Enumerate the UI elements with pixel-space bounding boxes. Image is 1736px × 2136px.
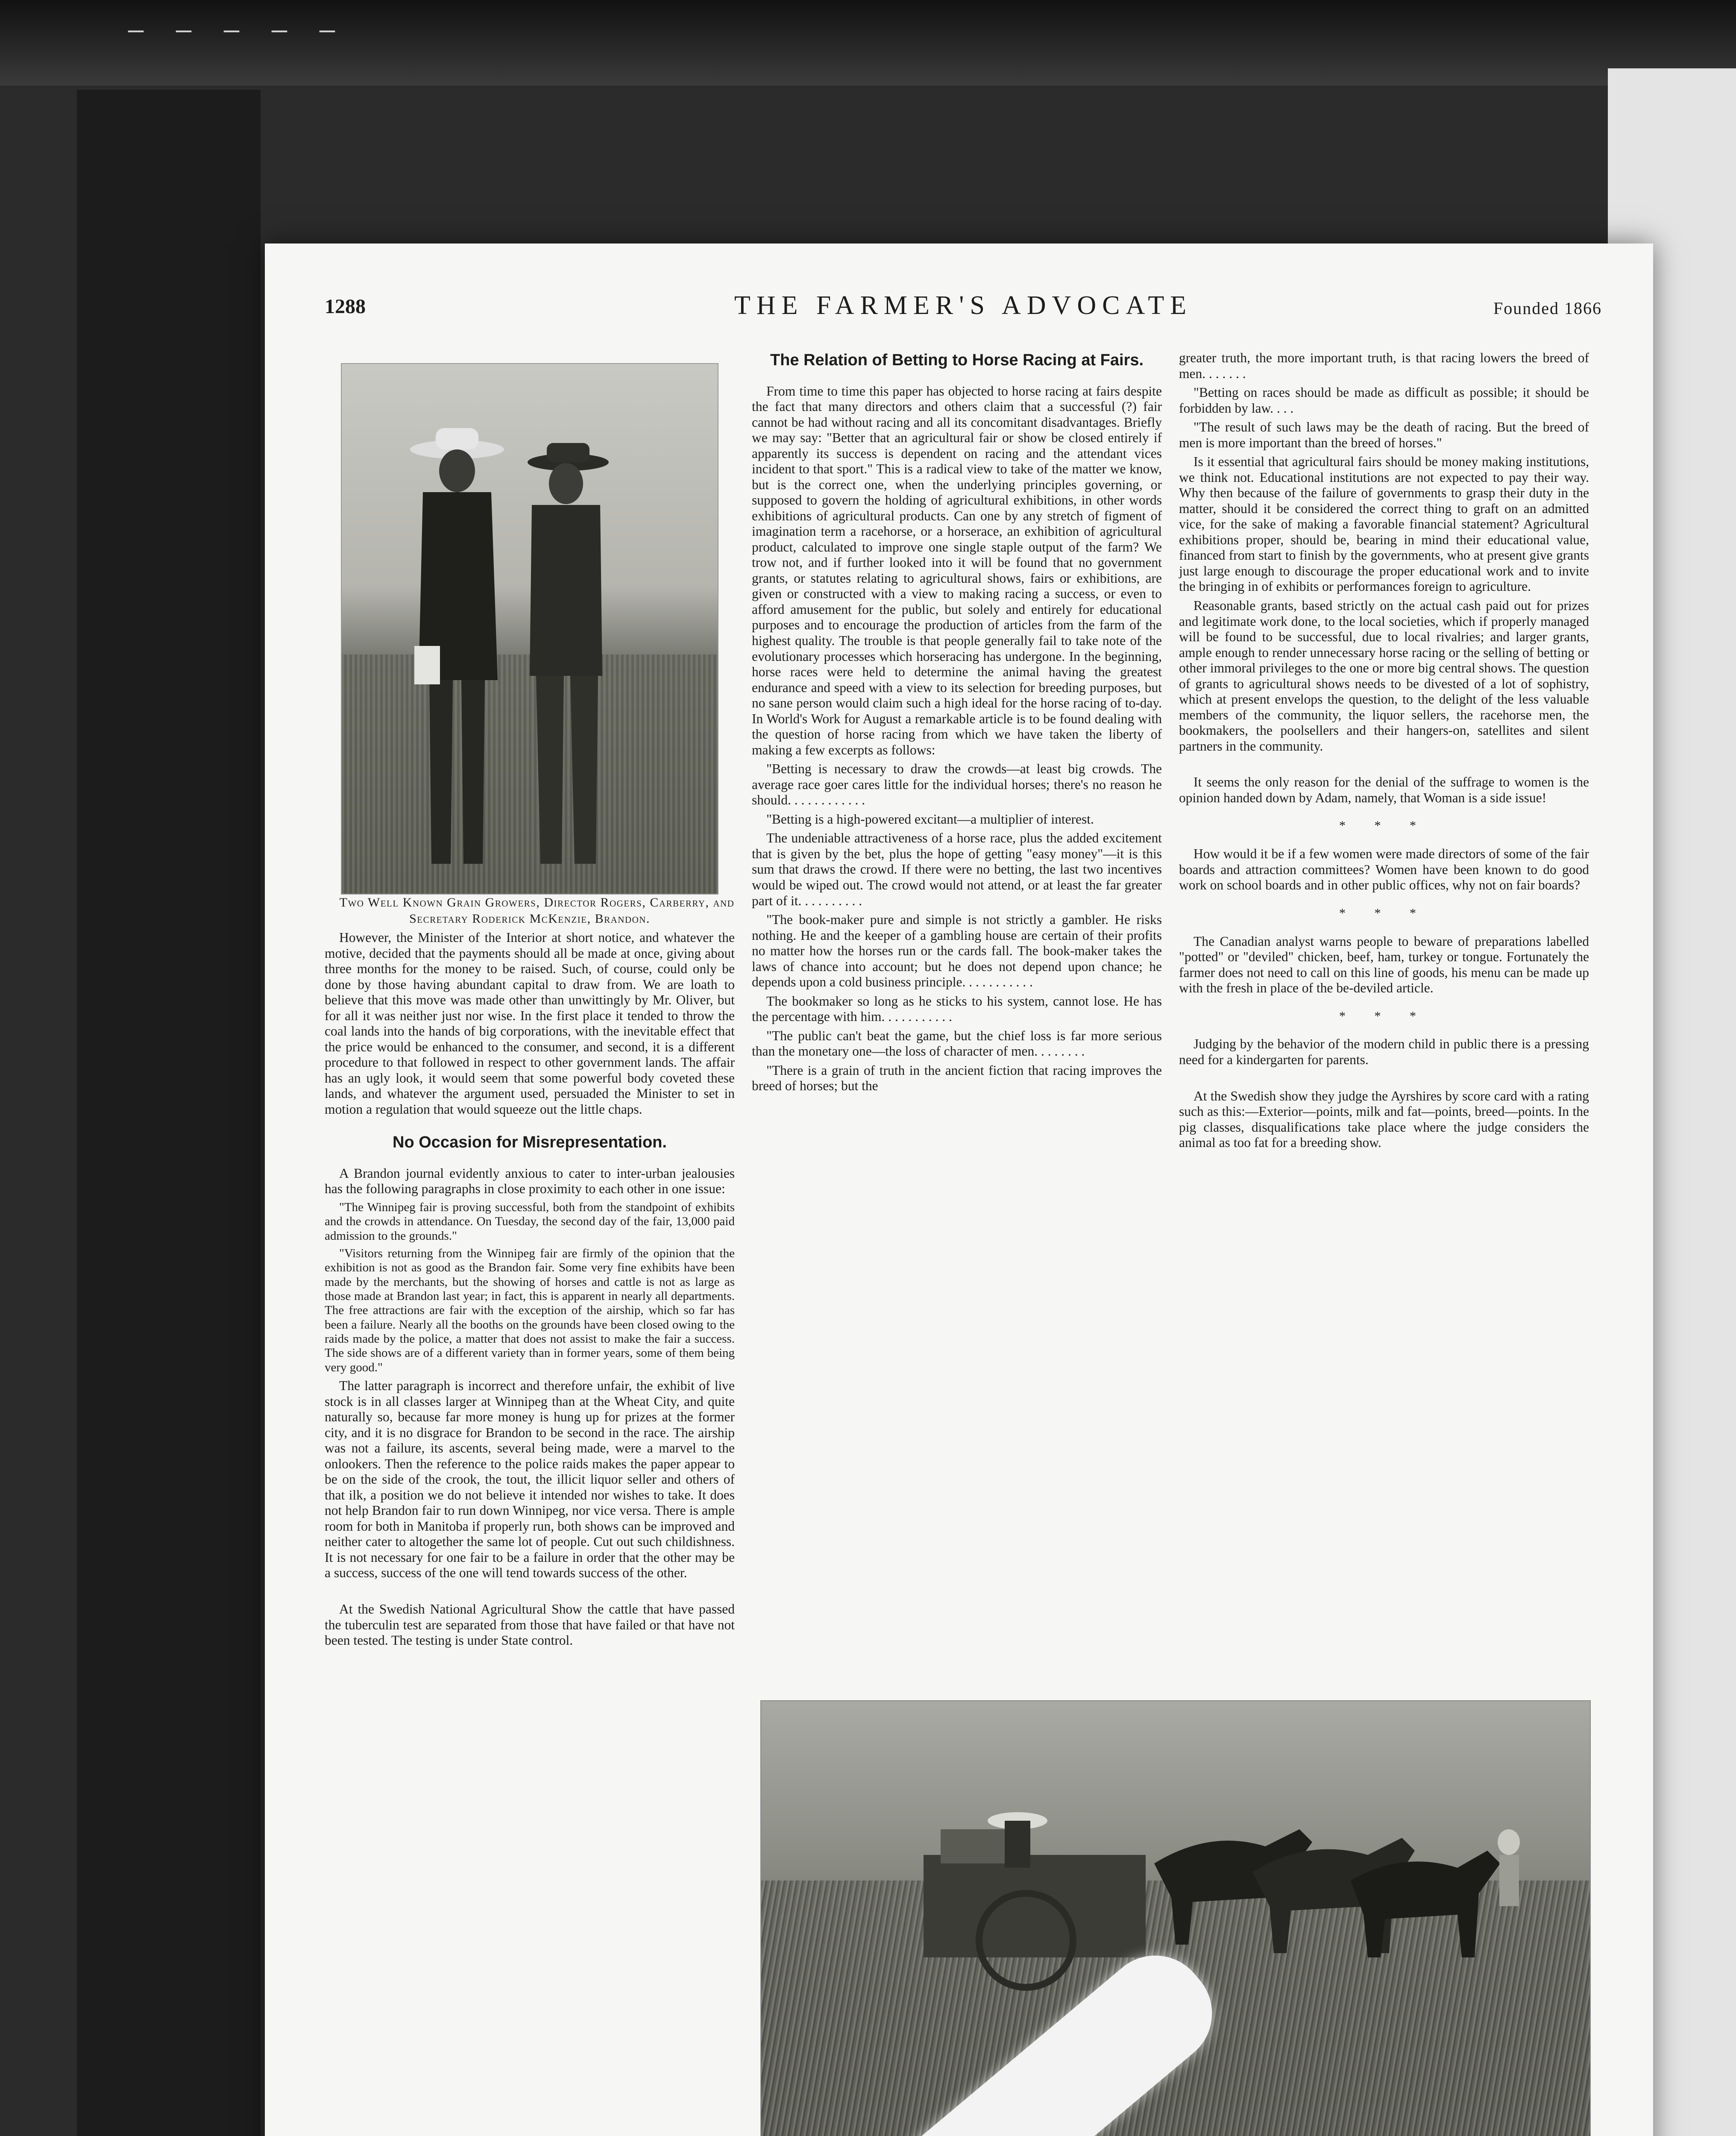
farmer-figure — [1498, 1829, 1520, 1855]
man-left-figure — [406, 424, 513, 868]
grain-growers-photo — [341, 363, 718, 895]
man-right-figure — [517, 437, 619, 868]
betting-continued-1: greater truth, the more important truth, is that racing lowers the breed of men. . . . . . . — [1179, 350, 1589, 381]
misrepresentation-heading: No Occasion for Misrepresentation. — [393, 1133, 667, 1152]
harvest-photo — [760, 1700, 1591, 2136]
brandon-quote-2: "Visitors returning from the Winnipeg fair are firmly of the opinion that the exhibition is not as good as the Brandon fair. Some very fine exhibits have been made by the merchants, but the showing of horses and cattle is not as large as those made at Brandon last year; in fact, this is apparent in nearly all departments. The free attractions are fair with the exception of the airship, which so far has been a failure. Nearly all the booths on the grounds have been closed owing to the raids made by the police, a matter that does not assist to make the fair a success. The side shows are of a different variety than in former years, some of them being very good." — [325, 1246, 735, 1374]
grain-growers-caption: Two Well Known Grain Growers, Director Rogers, Carberry, and Secretary Roderick McKenzie, Brandon. — [339, 895, 735, 926]
column-1 — [325, 350, 735, 1652]
betting-continued-3: "The result of such laws may be the death of racing. But the breed of men is more important than the breed of horses." — [1179, 420, 1589, 450]
spacer — [325, 1584, 735, 1602]
swedish-tuberculin-paragraph: At the Swedish National Agricultural Show the cattle that have passed the tuberculin test are separated from those that have failed or that have not been tested. The testing is under State control. — [325, 1601, 735, 1648]
betting-continued-2: "Betting on races should be made as difficult as possible; it should be forbidden by law. . . . — [1179, 385, 1589, 416]
betting-paragraph-5: "The book-maker pure and simple is not strictly a gambler. He risks nothing. He and the keeper of a gambling house are certain of their profits no matter how the horses run or the cards fall. The book-maker takes the laws of chance into account; but he does not depend upon chance; he depends upon a cold business principle. . . . . . . . . . . — [752, 912, 1162, 990]
spacer — [1179, 757, 1589, 775]
brandon-quote-1: "The Winnipeg fair is proving successful, both from the standpoint of exhibits and the crowds in attendance. On Tuesday, the second day of the fair, 13,000 paid admission to the grounds." — [325, 1200, 735, 1243]
running-head — [325, 290, 1602, 329]
betting-paragraph-1: From time to time this paper has objected to horse racing at fairs despite the fact that many directors and others claim that a successful (?) fair cannot be had without racing and all its concomitant disadvantages. Briefly we may say: "Better that an agricultural fair or show be closed entirely if apparently its success is dependent on racing and the attendant vices incident to that sport." This is a radical view to take of the matter we know, but is the correct one, when the underlying principles governing, or supposed to govern the holding of agricultural exhibitions, in other words exhibitions of agricultural products. Can one by any stretch of figment of imagination term a racehorse, or a horserace, an exhibition of agricultural product, calculated to improve one single staple output of the farm? We trow not, and if further looked into it will be found that no government grants, or statutes relating to agricultural shows, fairs or exhibitions, are given or constructed with a view to making racing a success, or even to afford amusement for the public, but solely and entirely for educational purposes and to encourage the production of articles from the farm of the highest quality. The trouble is that people generally fail to take note of the evolutionary processes which horseracing has undergone. In the beginning, horse races were held to determine the animal having the greatest endurance and speed with a view to its selection for breeding purposes, but no sane person would claim such a high ideal for the horse racing of to-day. In World's Work for August a remarkable article is to be found dealing with the question of horse racing from which we have taken the liberty of making a few excerpts as follows: — [752, 383, 1162, 757]
harvest-scene-figures — [761, 1701, 1590, 2136]
betting-paragraph-6: The bookmaker so long as he sticks to his system, cannot lose. He has the percentage with him. . . . . . . . . . . — [752, 993, 1162, 1024]
brandon-paragraph-1: A Brandon journal evidently anxious to cater to inter-urban jealousies has the following paragraphs in close proximity to each other in one issue: — [325, 1165, 735, 1197]
founded-note: Founded 1866 — [1493, 299, 1602, 318]
publication-title: THE FARMER'S ADVOCATE — [734, 291, 1193, 320]
film-top-code: — — — — — — [128, 17, 344, 46]
brandon-paragraph-2: The latter paragraph is incorrect and therefore unfair, the exhibit of live stock is in all classes larger at Winnipeg than at the Wheat City, and quite naturally so, because far more money is hung up for prizes at the former city, and it is no disgrace for Brandon to be second in the race. The airship was not a failure, its ascents, several being made, were a marvel to the onlookers. Then the reference to the police raids makes the paper appear to be on the side of the crook, the tout, the illicit liquor seller and others of that ilk, a position we do not believe it intended nor wishes to take. It does not help Brandon fair to run down Winnipeg, nor vice versa. There is ample room for both in Manitoba if properly run, both shows can be improved and neither cater to altogether the same lot of people. Cut out such childishness. It is not necessary for one fair to be a failure in order that the other may be a success, success of the one will tend towards success of the other. — [325, 1378, 735, 1581]
column-3 — [1179, 350, 1589, 1154]
coal-lands-paragraph: However, the Minister of the Interior at short notice, and whatever the motive, decided that the payments should all be made at once, giving about three months for the money to be raised. Such, of course, could only be done by those having abundant capital to draw from. We are loath to believe that this move was made other than unwittingly by Mr. Oliver, but for all it was neither just nor wise. In the first place it tended to throw the coal lands into the hands of big corporations, with the inevitable effect that the price would be enhanced to the consumer, and second, it is a different procedure to that followed in respect to other government lands. The affair has an ugly look, it would seem that some powerful body coveted these lands, and whatever the argument used, persuaded the Minister to set in motion a regulation that would squeeze out the little chaps. — [325, 930, 735, 1117]
betting-paragraph-2: "Betting is necessary to draw the crowds—at least big crowds. The average race goer cares little for the individual horses; there's no reason he should. . . . . . . . . . . . — [752, 761, 1162, 808]
betting-paragraph-7: "The public can't beat the game, but the chief loss is far more serious than the monetary one—the loss of character of men. . . . . . . . — [752, 1028, 1162, 1059]
section-divider-stars: * * * — [1339, 819, 1429, 833]
film-shadow-left — [77, 90, 261, 2136]
betting-paragraph-8: "There is a grain of truth in the ancient fiction that racing improves the breed of horses; but the — [752, 1062, 1162, 1094]
column-2 — [752, 350, 1162, 1097]
binder-machine-shape — [924, 1812, 1146, 1987]
newspaper-page — [265, 244, 1653, 2136]
betting-paragraph-3: "Betting is a high-powered excitant—a multiplier of interest. — [766, 811, 1094, 827]
section-divider-stars: * * * — [1339, 1009, 1429, 1023]
swedish-ayrshire-item: At the Swedish show they judge the Ayrshires by score card with a rating such as this:—Exterior—points, milk and fat—points, breed—points. In the pig classes, disqualifications take place where the judge considers the animal as too fat for a breeding show. — [1179, 1088, 1589, 1150]
betting-paragraph-4: The undeniable attractiveness of a horse race, plus the added excitement that is given by the bet, plus the hope of getting "easy money"—it is this sum that draws the crowd. If there were no betting, the last two incentives would be wiped out. The crowd would not attend, or at least the far greater part of it. . . . . . . . . . — [752, 830, 1162, 908]
betting-continued-5: Reasonable grants, based strictly on the actual cash paid out for prizes and legitimate work done, to the local societies, which if properly managed will be found to be successful, due to local rivalries; and larger grants, ample enough to render unnecessary horse racing or the selling of betting or other immoral privileges to the one or more big central shows. The question of grants to agricultural shows needs to be divested of a lot of sophistry, which at present envelops the question, to the delight of the less valuable members of the community, the liquor sellers, the racehorse men, the bookmakers, the poolsellers and their hangers-on, satellites and silent partners in the community. — [1179, 598, 1589, 754]
suffrage-item: It seems the only reason for the denial of the suffrage to women is the opinion handed down by Adam, namely, that Woman is a side issue! — [1179, 775, 1589, 805]
analyst-item: The Canadian analyst warns people to beware of preparations labelled "potted" or "deviled" chicken, beef, ham, turkey or tongue. Fortunately the farmer does not need to call on this line of goods, his menu can be made up with the fresh in place of the be-deviled article. — [1179, 933, 1589, 996]
child-behavior-item: Judging by the behavior of the modern child in public there is a pressing need for a kindergarten for parents. — [1179, 1036, 1589, 1067]
section-divider-stars: * * * — [1339, 906, 1429, 920]
betting-heading: The Relation of Betting to Horse Racing at Fairs. — [770, 351, 1144, 369]
fair-boards-item: How would it be if a few women were made directors of some of the fair boards and attraction committees? Women have been known to do good work on school boards and in other public offices, why not on fair boards? — [1179, 846, 1589, 893]
page-number: 1288 — [325, 295, 366, 318]
betting-continued-4: Is it essential that agricultural fairs should be money making institutions, we think not. Educational institutions are not expected to pay their way. Why then because of the failure of governments to grasp their duty in the matter, should it be considered the correct thing to graft on an admitted vice, for the sake of making a favorable financial statement? Agricultural exhibitions proper, should be, bearing in mind their educational value, financed from start to finish by the governments, who at present give grants just large enough to discourage the proper educational work and to invite the bringing in of exhibits or performances foreign to agriculture. — [1179, 454, 1589, 594]
spacer — [1179, 1071, 1589, 1089]
farmer-figure-body — [1499, 1855, 1519, 1906]
horses-shape — [1154, 1829, 1500, 1957]
film-strip-top — [0, 0, 1736, 85]
